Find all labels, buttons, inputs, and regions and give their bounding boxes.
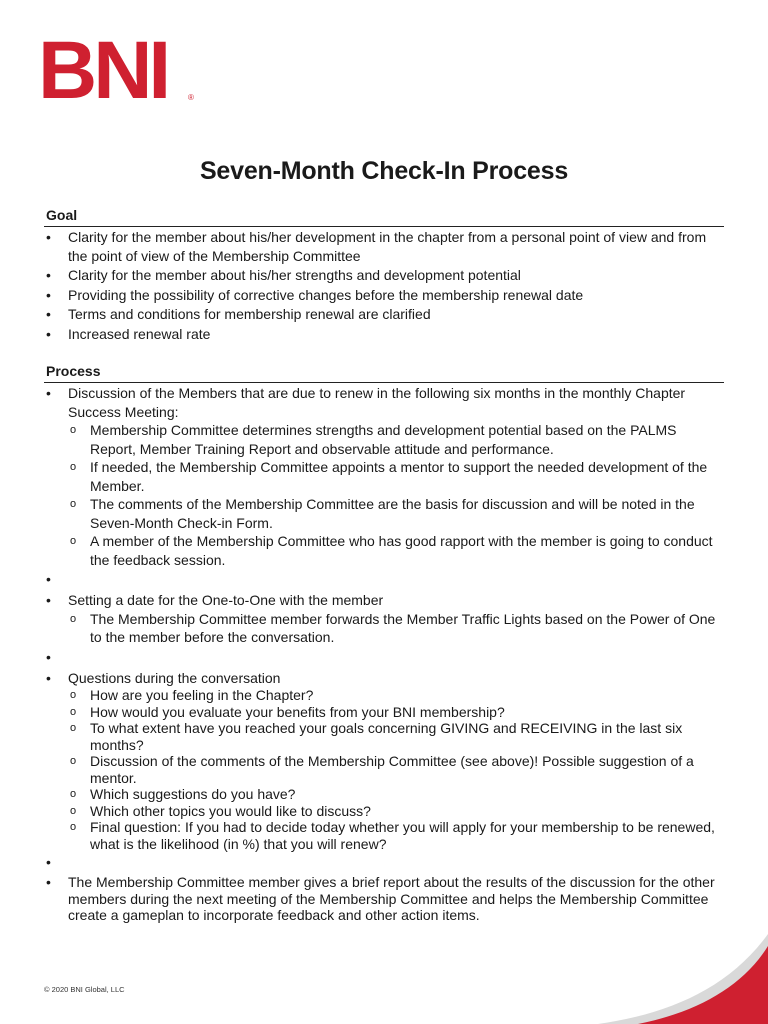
goal-item: • Increased renewal rate xyxy=(44,325,724,344)
process-subitem: o To what extent have you reached your goals concerning GIVING and RECEIVING in the last six months? xyxy=(68,720,724,753)
spacer xyxy=(44,570,724,590)
process-subitem: o How would you evaluate your benefits from your BNI membership? xyxy=(68,704,724,721)
process-item xyxy=(44,874,724,924)
page-title: Seven-Month Check-In Process xyxy=(199,157,569,185)
process-list xyxy=(44,384,724,924)
process-subitem: o The comments of the Membership Committee are the basis for discussion and will be noted in the Seven-Month Check-in Form. xyxy=(68,495,724,532)
process-subitem: o Discussion of the comments of the Membership Committee (see above)! Possible suggestion of a mentor. xyxy=(68,753,724,786)
process-subitem: o Which suggestions do you have? xyxy=(68,786,724,803)
process-subitem: o Final question: If you had to decide today whether you will apply for your membership to be renewed, what is the likelihood (in %) that you will renew? xyxy=(68,819,724,852)
process-section xyxy=(44,363,724,924)
process-subitem: o The Membership Committee member forwards the Member Traffic Lights based on the Power of One to the member before the conversation. xyxy=(68,610,724,647)
process-item-text: Questions during the conversation xyxy=(68,669,281,686)
goal-heading: Goal xyxy=(44,207,724,227)
goal-item: • Clarity for the member about his/her development in the chapter from a personal point of view and from the point of view of the Membership Committee xyxy=(44,228,724,265)
process-sublist xyxy=(68,687,724,852)
process-subitem: o How are you feeling in the Chapter? xyxy=(68,687,724,704)
process-subitem: o Membership Committee determines strengths and development potential based on the PALMS Report, Member Training Report and observable attitude and performance. xyxy=(68,421,724,458)
process-subitem: o Which other topics you would like to discuss? xyxy=(68,803,724,820)
spacer xyxy=(44,853,724,873)
process-item xyxy=(44,384,724,569)
process-item xyxy=(44,669,724,853)
goal-item: • Clarity for the member about his/her strengths and development potential xyxy=(44,266,724,285)
registered-mark: ® xyxy=(188,93,194,102)
process-item-text: Setting a date for the One-to-One with the member xyxy=(68,592,384,608)
bni-logo xyxy=(38,36,198,102)
process-subitem: o If needed, the Membership Committee appoints a mentor to support the needed development of the Member. xyxy=(68,458,724,495)
goal-item: • Terms and conditions for membership renewal are clarified xyxy=(44,305,724,324)
process-item-text: The Membership Committee member gives a brief report about the results of the discussion for the other members during the next meeting of the Membership Committee and helps the Membership Committee create a gameplan to incorporate feedback and other action items. xyxy=(68,874,715,923)
process-sublist xyxy=(68,610,724,647)
logo-text: BNI xyxy=(38,36,168,102)
goal-section xyxy=(44,207,724,343)
copyright-footer: © 2020 BNI Global, LLC xyxy=(44,985,125,994)
process-heading: Process xyxy=(44,363,724,383)
spacer xyxy=(44,648,724,668)
process-subitem: o A member of the Membership Committee who has good rapport with the member is going to conduct the feedback session. xyxy=(68,532,724,569)
process-sublist xyxy=(68,421,724,569)
goal-item: • Providing the possibility of corrective changes before the membership renewal date xyxy=(44,286,724,305)
goal-list xyxy=(44,228,724,343)
process-item-text: Discussion of the Members that are due to renew in the following six months in the monthly Chapter Success Meeting: xyxy=(68,385,686,420)
corner-swoosh-decoration xyxy=(598,934,768,1024)
process-item xyxy=(44,591,724,647)
